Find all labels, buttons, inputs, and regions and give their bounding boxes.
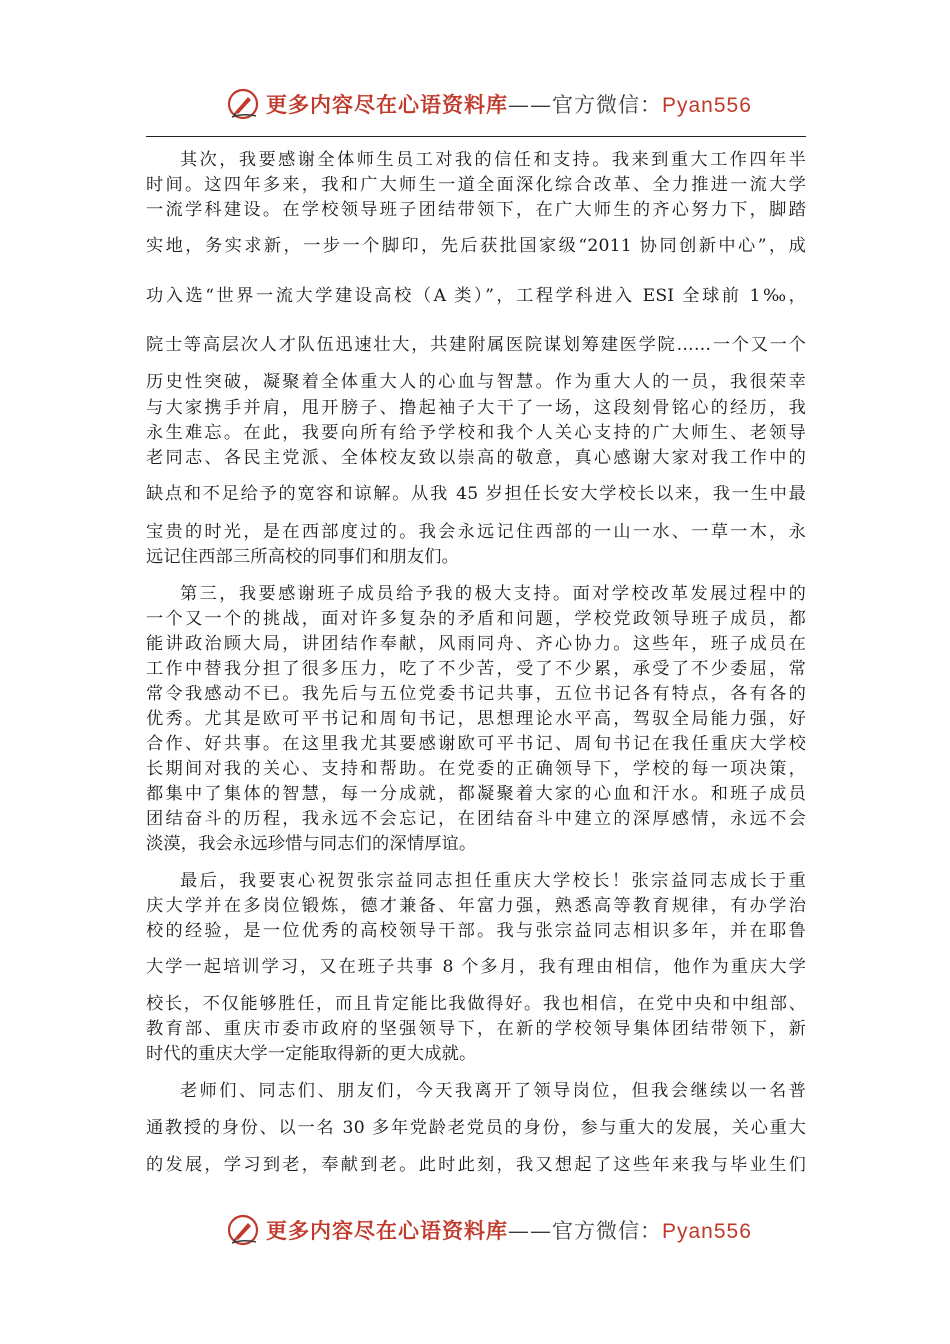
body-line: 老同志、各民主党派、全体校友致以崇高的敬意，真心感谢大家对我工作中的 bbox=[146, 448, 806, 468]
header-divider bbox=[146, 136, 806, 137]
body-line: 教育部、重庆市委市政府的坚强领导下，在新的学校领导集体团结带领下，新 bbox=[146, 1019, 806, 1039]
footer-banner-title: 更多内容尽在心语资料库 bbox=[266, 1218, 508, 1243]
body-line: 一个又一个的挑战，面对许多复杂的矛盾和问题，学校党政领导班子成员，都 bbox=[146, 609, 806, 629]
body-line: 淡漠，我会永远珍惜与同志们的深情厚谊。 bbox=[146, 834, 477, 854]
body-line: 团结奋斗的历程，我永远不会忘记，在团结奋斗中建立的深厚感情，永远不会 bbox=[146, 809, 806, 829]
header-banner-text bbox=[266, 89, 752, 119]
header-banner-dash: ——官方微信： bbox=[508, 93, 662, 117]
footer-banner-wechat-id: Pyan556 bbox=[662, 1220, 752, 1243]
body-line: 常令我感动不已。我先后与五位党委书记共事，五位书记各有特点，各有各的 bbox=[146, 684, 806, 704]
body-line: 时间。这四年多来，我和广大师生一道全面深化综合改革、全力推进一流大学 bbox=[146, 175, 806, 195]
body-line: 第三，我要感谢班子成员给予我的极大支持。面对学校改革发展过程中的 bbox=[180, 584, 806, 604]
body-line: 院士等高层次人才队伍迅速壮大，共建附属医院谋划筹建医学院……一个又一个 bbox=[146, 335, 806, 355]
body-line: 合作、好共事。在这里我尤其要感谢欧可平书记、周旬书记在我任重庆大学校 bbox=[146, 734, 806, 754]
body-line: 庆大学并在多岗位锻炼，德才兼备、年富力强，熟悉高等教育规律，有办学治 bbox=[146, 896, 806, 916]
body-line: 缺点和不足给予的宽容和谅解。从我 45 岁担任长安大学校长以来，我一生中最 bbox=[146, 484, 806, 504]
header-banner bbox=[0, 84, 950, 124]
body-line: 宝贵的时光，是在西部度过的。我会永远记住西部的一山一水、一草一木，永 bbox=[146, 522, 806, 542]
body-line: 与大家携手并肩，甩开膀子、撸起袖子大干了一场，这段刻骨铭心的经历，我 bbox=[146, 398, 806, 418]
body-line: 永生难忘。在此，我要向所有给予学校和我个人关心支持的广大师生、老领导 bbox=[146, 423, 806, 443]
header-banner-wechat-id: Pyan556 bbox=[662, 94, 752, 117]
body-line: 最后，我要衷心祝贺张宗益同志担任重庆大学校长！张宗益同志成长于重 bbox=[180, 871, 806, 891]
body-line: 优秀。尤其是欧可平书记和周旬书记，思想理论水平高，驾驭全局能力强，好 bbox=[146, 709, 806, 729]
body-line: 实地，务实求新，一步一个脚印，先后获批国家级“2011 协同创新中心”，成 bbox=[146, 236, 806, 256]
body-line: 大学一起培训学习，又在班子共事 8 个多月，我有理由相信，他作为重庆大学 bbox=[146, 957, 806, 977]
pen-logo-icon bbox=[226, 1213, 260, 1247]
body-line: 的发展，学习到老，奉献到老。此时此刻，我又想起了这些年来我与毕业生们 bbox=[146, 1155, 806, 1175]
body-line: 远记住西部三所高校的同事们和朋友们。 bbox=[146, 547, 459, 567]
body-line: 老师们、同志们、朋友们，今天我离开了领导岗位，但我会继续以一名普 bbox=[180, 1081, 806, 1101]
body-line: 通教授的身份、以一名 30 多年党龄老党员的身份，参与重大的发展，关心重大 bbox=[146, 1118, 806, 1138]
footer-banner bbox=[0, 1210, 950, 1250]
pen-logo-icon bbox=[226, 87, 260, 121]
body-line: 校的经验，是一位优秀的高校领导干部。我与张宗益同志相识多年，并在耶鲁 bbox=[146, 921, 806, 941]
body-line: 一流学科建设。在学校领导班子团结带领下，在广大师生的齐心努力下，脚踏 bbox=[146, 200, 806, 220]
footer-banner-dash: ——官方微信： bbox=[508, 1219, 662, 1243]
body-line: 时代的重庆大学一定能取得新的更大成就。 bbox=[146, 1044, 477, 1064]
body-line: 都集中了集体的智慧，每一分成就，都凝聚着大家的心血和汗水。和班子成员 bbox=[146, 784, 806, 804]
body-line: 校长，不仅能够胜任，而且肯定能比我做得好。我也相信，在党中央和中组部、 bbox=[146, 994, 806, 1014]
body-line: 其次，我要感谢全体师生员工对我的信任和支持。我来到重大工作四年半 bbox=[180, 150, 806, 170]
footer-banner-text bbox=[266, 1215, 752, 1245]
body-line: 能讲政治顾大局，讲团结作奉献，风雨同舟、齐心协力。这些年，班子成员在 bbox=[146, 634, 806, 654]
body-line: 长期间对我的关心、支持和帮助。在党委的正确领导下，学校的每一项决策， bbox=[146, 759, 806, 779]
body-line: 功入选“世界一流大学建设高校（A 类）”，工程学科进入 ESI 全球前 1‰， bbox=[146, 286, 806, 306]
body-line: 历史性突破，凝聚着全体重大人的心血与智慧。作为重大人的一员，我很荣幸 bbox=[146, 372, 806, 392]
body-line: 工作中替我分担了很多压力，吃了不少苦，受了不少累，承受了不少委屈，常 bbox=[146, 659, 806, 679]
header-banner-title: 更多内容尽在心语资料库 bbox=[266, 92, 508, 117]
